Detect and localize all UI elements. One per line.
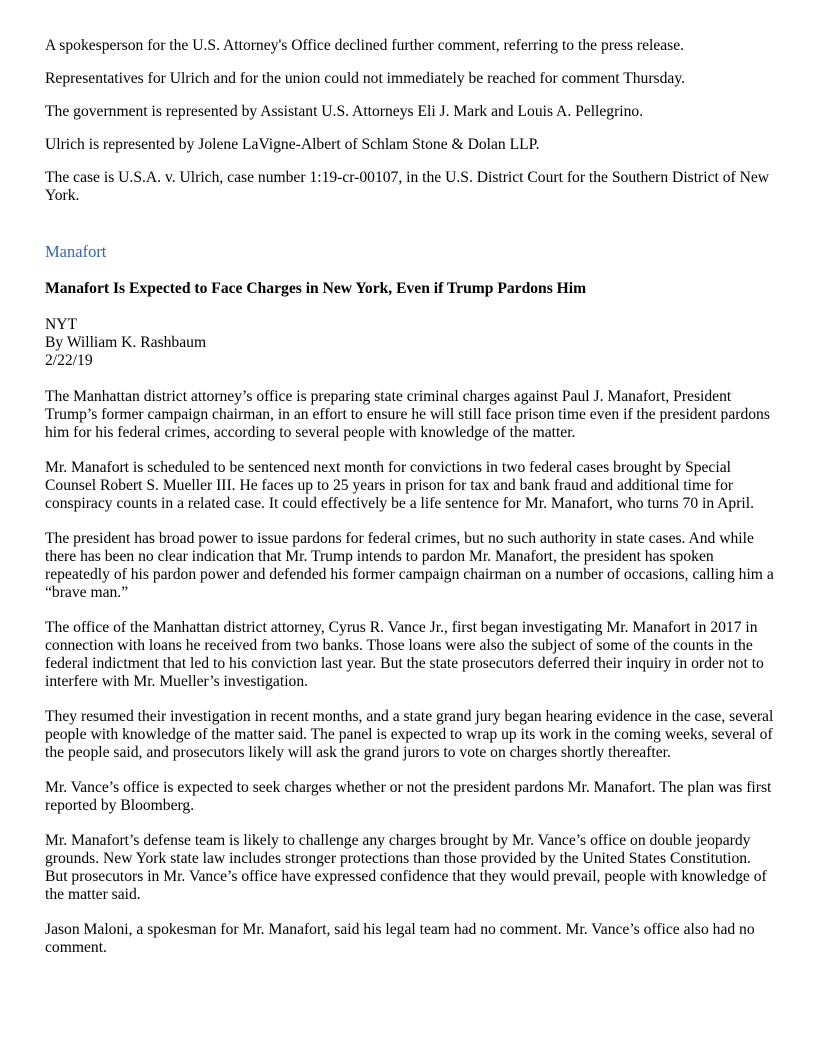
spacer <box>45 298 777 316</box>
paragraph-spokesperson: A spokesperson for the U.S. Attorney's Office declined further comment, referring to the press release. <box>45 37 685 54</box>
section-spacer <box>45 205 777 243</box>
article-author: By William K. Rashbaum <box>45 334 207 351</box>
article-byline <box>45 316 777 370</box>
spacer <box>45 261 777 280</box>
section-link-manafort[interactable]: Manafort <box>45 242 107 261</box>
paragraph-case: The case is U.S.A. v. Ulrich, case number 1:19-cr-00107, in the U.S. District Court for the Southern District of New York. <box>45 169 770 204</box>
article-paragraph: They resumed their investigation in recent months, and a state grand jury began hearing evidence in the case, several people with knowledge of the matter said. The panel is expected to wrap up its work in the coming weeks, several of the people said, and prosecutors likely will ask the grand jurors to vote on charges shortly thereafter. <box>45 708 774 761</box>
article-paragraph: The Manhattan district attorney’s office is preparing state criminal charges against Paul J. Manafort, President Trump’s former campaign chairman, in an effort to ensure he will still face prison time even if the president pardons him for his federal crimes, according to several people with knowledge of the matter. <box>45 388 770 441</box>
article-paragraph: The president has broad power to issue pardons for federal crimes, but no such authority in state cases. And while there has been no clear indication that Mr. Trump intends to pardon Mr. Manafort, the president has spoken repeatedly of his pardon power and defended his former campaign chairman on a number of occasions, calling him a “brave man.” <box>45 530 774 601</box>
paragraph-defense: Ulrich is represented by Jolene LaVigne-Albert of Schlam Stone & Dolan LLP. <box>45 136 540 153</box>
article-paragraph: Jason Maloni, a spokesman for Mr. Manafort, said his legal team had no comment. Mr. Vance’s office also had no comment. <box>45 921 755 956</box>
article-paragraph: Mr. Vance’s office is expected to seek charges whether or not the president pardons Mr. Manafort. The plan was first reported by Bloomberg. <box>45 779 772 814</box>
paragraph-representatives: Representatives for Ulrich and for the union could not immediately be reached for comment Thursday. <box>45 70 686 87</box>
article-date: 2/22/19 <box>45 352 93 369</box>
article-paragraph: Mr. Manafort is scheduled to be sentenced next month for convictions in two federal cases brought by Special Counsel Robert S. Mueller III. He faces up to 25 years in prison for tax and bank fraud and additional time for conspiracy counts in a related case. It could effectively be a life sentence for Mr. Manafort, who turns 70 in April. <box>45 459 754 512</box>
document-page <box>45 37 777 957</box>
article-headline: Manafort Is Expected to Face Charges in New York, Even if Trump Pardons Him <box>45 280 587 297</box>
paragraph-government: The government is represented by Assistant U.S. Attorneys Eli J. Mark and Louis A. Pellegrino. <box>45 103 644 120</box>
article-source: NYT <box>45 316 78 333</box>
spacer <box>45 370 777 388</box>
article-paragraph: Mr. Manafort’s defense team is likely to challenge any charges brought by Mr. Vance’s office on double jeopardy grounds. New York state law includes stronger protections than those provided by the United States Constitution. But prosecutors in Mr. Vance’s office have expressed confidence that they would prevail, people with knowledge of the matter said. <box>45 832 767 903</box>
article-paragraph: The office of the Manhattan district attorney, Cyrus R. Vance Jr., first began investigating Mr. Manafort in 2017 in connection with loans he received from two banks. Those loans were also the subject of some of the counts in the federal indictment that led to his conviction last year. But the state prosecutors deferred their inquiry in order not to interfere with Mr. Mueller’s investigation. <box>45 619 764 690</box>
